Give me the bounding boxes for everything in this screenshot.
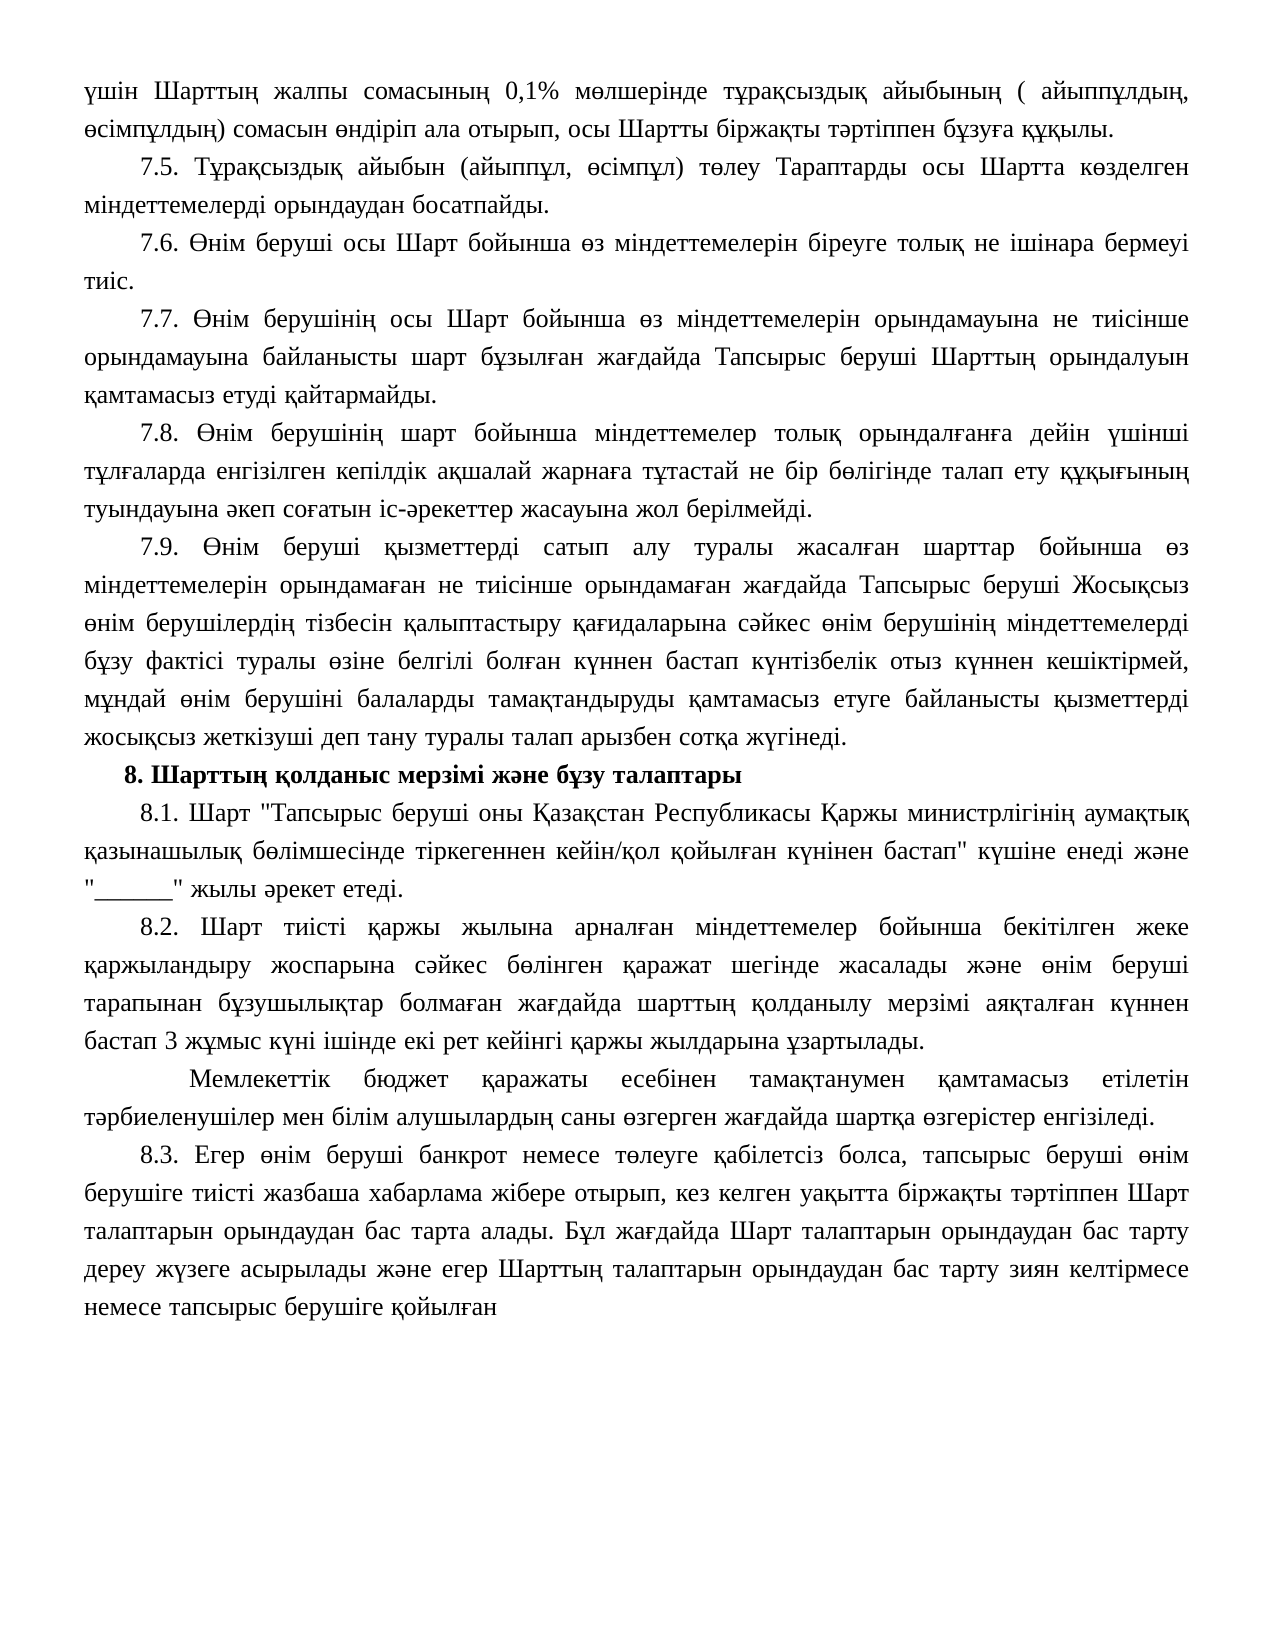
document-body <box>84 72 1189 1326</box>
section-heading: 8. Шарттың қолданыс мерзімі және бұзу талаптары <box>124 760 743 789</box>
paragraph: 8.3. Егер өнім беруші банкрот немесе төлеуге қабілетсіз болса, тапсырыс беруші өнім берушіге тиісті жазбаша хабарлама жібере отырып, кез келген уақытта біржақты тәртіппен Шарт талаптарын орындаудан бас тарта алады. Бұл жағдайда Шарт талаптарын орындаудан бас тарту дереу жүзеге асырылады және егер Шарттың талаптарын орындаудан бас тарту зиян келтірмесе немесе тапсырыс берушіге қойылған <box>84 1140 1189 1321</box>
paragraph: үшін Шарттың жалпы сомасының 0,1% мөлшерінде тұрақсыздық айыбының ( айыппұлдың, өсімпұлдың) сомасын өндіріп ала отырып, осы Шартты біржақты тәртіппен бұзуға құқылы. <box>84 76 1189 143</box>
paragraph: 7.7. Өнім берушінің осы Шарт бойынша өз міндеттемелерін орындамауына не тиісінше орындамауына байланысты шарт бұзылған жағдайда Тапсырыс беруші Шарттың орындалуын қамтамасыз етуді қайтармайды. <box>84 304 1189 409</box>
paragraph: 7.6. Өнім беруші осы Шарт бойынша өз міндеттемелерін біреуге толық не ішінара бермеуі тиіс. <box>84 228 1189 295</box>
paragraph: Мемлекеттік бюджет қаражаты есебінен тамақтанумен қамтамасыз етілетін тәрбиеленушілер мен білім алушылардың саны өзгерген жағдайда шартқа өзгерістер енгізіледі. <box>84 1064 1189 1131</box>
paragraph: 8.2. Шарт тиісті қаржы жылына арналған міндеттемелер бойынша бекітілген жеке қаржыландыру жоспарына сәйкес бөлінген қаражат шегінде жасалады және өнім беруші тарапынан бұзушылықтар болмаған жағдайда шарттың қолданылу мерзімі аяқталған күннен бастап 3 жұмыс күні ішінде екі рет кейінгі қаржы жылдарына ұзартылады. <box>84 912 1189 1055</box>
paragraph: 7.8. Өнім берушінің шарт бойынша міндеттемелер толық орындалғанға дейін үшінші тұлғаларда енгізілген кепілдік ақшалай жарнаға тұтастай не бір бөлігінде талап ету құқығының туындауына әкеп соғатын іс-әрекеттер жасауына жол берілмейді. <box>84 418 1189 523</box>
paragraph: 8.1. Шарт "Тапсырыс беруші оны Қазақстан Республикасы Қаржы министрлігінің аумақтық қазынашылық бөлімшесінде тіркегеннен кейін/қол қойылған күнінен бастап" күшіне енеді және "______" жылы әрекет етеді. <box>84 798 1189 903</box>
paragraph: 7.5. Тұрақсыздық айыбын (айыппұл, өсімпұл) төлеу Тараптарды осы Шартта көзделген міндеттемелерді орындаудан босатпайды. <box>84 152 1189 219</box>
paragraph: 7.9. Өнім беруші қызметтерді сатып алу туралы жасалған шарттар бойынша өз міндеттемелерін орындамаған не тиісінше орындамаған жағдайда Тапсырыс беруші Жосықсыз өнім берушілердің тізбесін қалыптастыру қағидаларына сәйкес өнім берушінің міндеттемелерді бұзу фактісі туралы өзіне белгілі болған күннен бастап күнтізбелік отыз күннен кешіктірмей, мұндай өнім берушіні балаларды тамақтандыруды қамтамасыз етуге байланысты қызметтерді жосықсыз жеткізуші деп тану туралы талап арызбен сотқа жүгінеді. <box>84 532 1189 751</box>
